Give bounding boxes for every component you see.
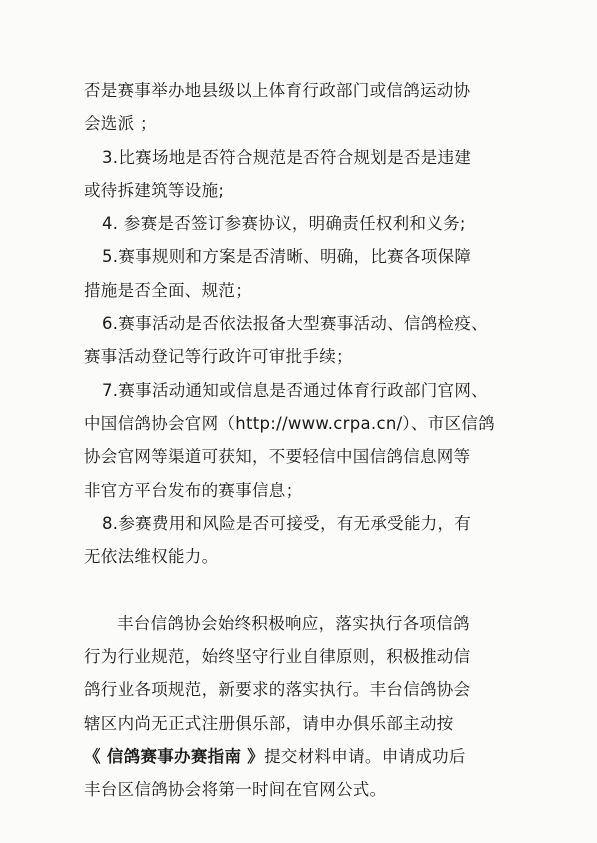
paragraph-start: 丰台信鸽协会始终积极响应，落实执行各项信鸽: [117, 613, 470, 633]
text-span: 提交材料申请。申请成功后: [264, 746, 466, 766]
text-line: 赛事活动登记等行政许可审批手续；: [84, 347, 353, 367]
list-item-3: 3.比赛场地是否符合规范是否符合规划是否是违建: [102, 147, 472, 167]
text-line: 中国信鸽协会官网（http://www.crpa.cn/）、市区信鸽: [84, 413, 495, 433]
text-line: [84, 740, 534, 773]
text-line: 鸽行业各项规范，新要求的落实执行。丰台信鸽协会: [84, 680, 471, 700]
text-line: 非官方平台发布的赛事信息；: [84, 480, 303, 500]
text-line: 行为行业规范，始终坚守行业自律原则，积极推动信: [84, 647, 471, 667]
guide-title: 《 信鸽赛事办赛指南 》: [84, 746, 265, 766]
list-item-6: 6.赛事活动是否依法报备大型赛事活动、信鸽检疫、: [102, 314, 488, 334]
text-line: 无依法维权能力。: [84, 547, 219, 567]
text-line: 丰台区信鸽协会将第一时间在官网公式。: [84, 780, 387, 800]
list-item-4: 4. 参赛是否签订参赛协议，明确责任权利和义务;: [102, 214, 466, 234]
list-item-7: 7.赛事活动通知或信息是否通过体育行政部门官网、: [102, 380, 488, 400]
text-line: 协会官网等渠道可获知，不要轻信中国信鸽信息网等: [84, 447, 471, 467]
text-line: 否是赛事举办地县级以上体育行政部门或信鸽运动协: [84, 81, 471, 100]
text-line: 辖区内尚无正式注册俱乐部，请申办俱乐部主动按: [84, 713, 454, 733]
list-item-5: 5.赛事规则和方案是否清晰、明确，比赛各项保障: [102, 247, 472, 267]
paragraph-gap: [84, 573, 534, 606]
list-item-8: 8.参赛费用和风险是否可接受，有无承受能力，有: [102, 513, 472, 533]
text-line: 或待拆建筑等设施;: [84, 180, 225, 200]
text-line: 措施是否全面、规范；: [84, 280, 252, 300]
text-line: 会选派 ；: [84, 114, 157, 134]
document-body: [84, 74, 534, 807]
